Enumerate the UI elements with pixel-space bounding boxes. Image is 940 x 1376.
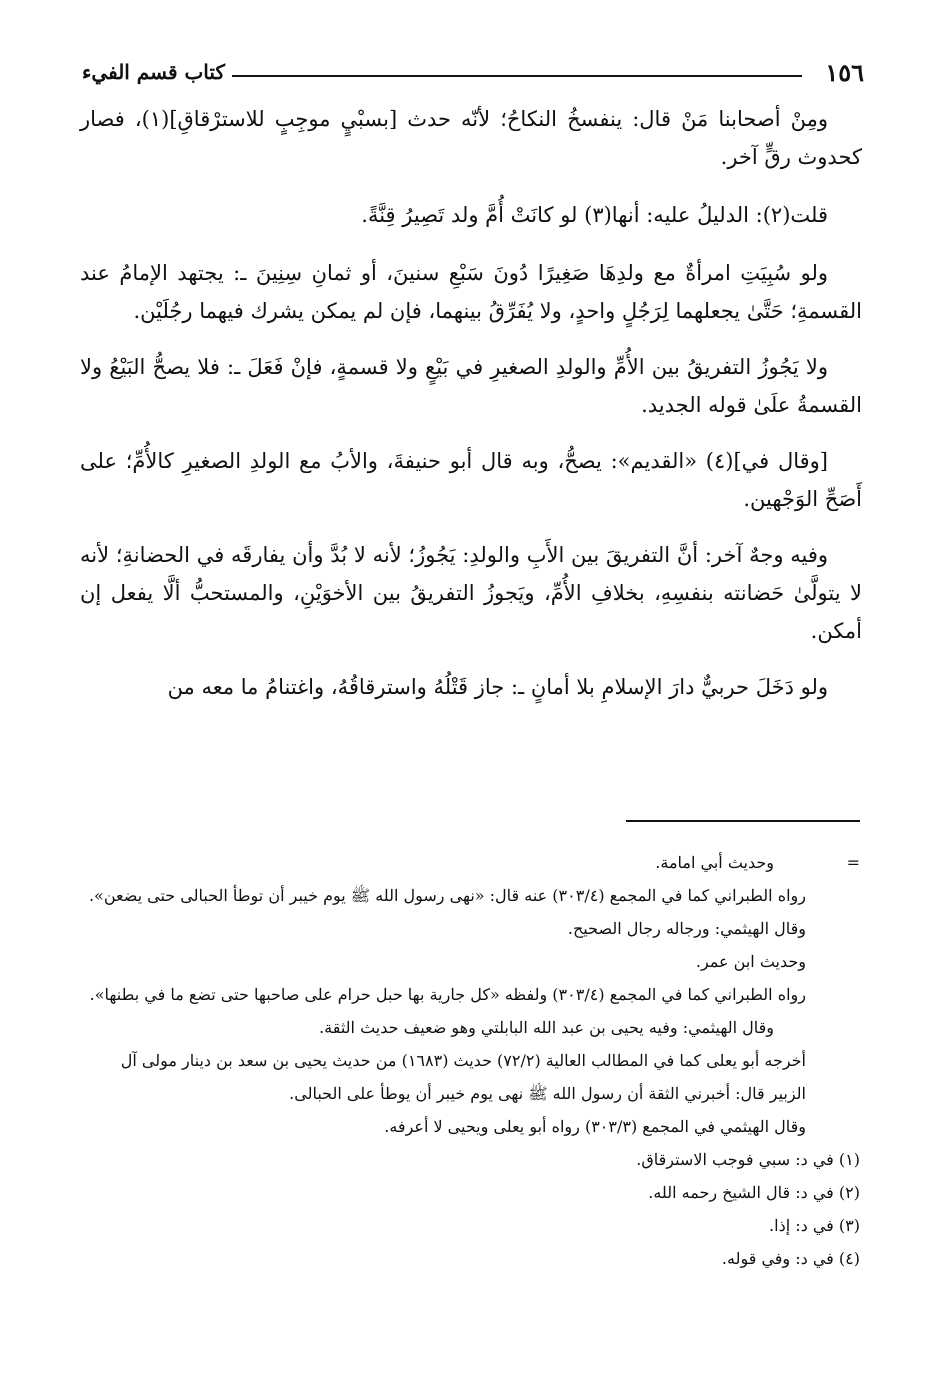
paragraph: ولا يَجُوزُ التفريقُ بين الأُمِّ والولدِ الصغيرِ في بَيْعٍ ولا قسمةٍ، فإنْ فَعَلَ ـ: فلا يصحُّ البَيْعُ ولا القسمةُ علَىٰ قوله الجديد. <box>80 355 862 417</box>
paragraph: ومِنْ أصحابنا مَنْ قال: ينفسخُ النكاحُ؛ لأنّه حدث [بسبْيٍ موجِبٍ للاسترْقاقِ](١)، فصار كحدوث رقٍّ آخر. <box>80 107 862 169</box>
footnote-separator <box>626 820 860 822</box>
paragraph: ولو دَخَلَ حربيٌّ دارَ الإسلامِ بلا أمانٍ ـ: جاز قَتْلُهُ واسترقاقُهُ، واغتنامُ ما معه من <box>167 675 828 699</box>
main-text <box>80 100 862 724</box>
footnote-line: وقال الهيثمي في المجمع (٣٠٣/٣) رواه أبو يعلى ويحيى لا أعرفه. <box>384 1117 806 1136</box>
paragraph: ولو سُبِيَتِ امرأةٌ مع ولدِهَا صَغِيرًا دُونَ سَبْعِ سنينَ، أو ثمانِ سِنِينَ ـ: يجتهد الإمامُ عند القسمةِ؛ حَتَّىٰ يجعلهما لِرَجُلٍ واحدٍ، ولا يُفَرِّقُ بينهما، فإن لم يمكن يشرك فيهما رجُلَيْن. <box>80 261 862 323</box>
footnote-line: أخرجه أبو يعلى كما في المطالب العالية (٧٢/٢) حديث (١٦٨٣) من حديث يحيى بن سعد بن دينار مولى آل الزبير قال: أخبرني الثقة أن رسول الله ﷺ نهى يوم خيبر أن يوطأ على الحبالى. <box>120 1051 806 1103</box>
footnote-line: رواه الطبراني كما في المجمع (٣٠٣/٤) ولفظه «كل جارية بها حبل حرام على صاحبها حتى تضع ما في بطنها». <box>89 985 806 1004</box>
page-number: ١٥٦ <box>825 58 864 87</box>
footnote-4: (٤) في د: وفي قوله. <box>721 1249 860 1268</box>
footnote-line: رواه الطبراني كما في المجمع (٣٠٣/٤) عنه قال: «نهى رسول الله ﷺ يوم خيبر أن توطأ الحبالى حتى يضعن». وقال الهيثمي: ورجاله رجال الصحيح. <box>88 886 806 938</box>
running-title: كتاب قسم الفيء <box>82 60 225 84</box>
continuation-mark: = <box>846 853 860 872</box>
footnote-3: (٣) في د: إذا. <box>769 1216 860 1235</box>
paragraph: [وقال في](٤) «القديم»: يصحُّ، وبه قال أبو حنيفةَ، والأبُ مع الولدِ الصغيرِ كالأُمِّ؛ على أَصَحِّ الوَجْهين. <box>80 449 862 511</box>
footnote-line: وقال الهيثمي: وفيه يحيى بن عبد الله البابلتي وهو ضعيف حديث الثقة. <box>319 1018 774 1037</box>
footnote-2: (٢) في د: قال الشيخ رحمه الله. <box>648 1183 860 1202</box>
header-rule <box>232 75 802 77</box>
footnote-1: (١) في د: سبي فوجب الاسترقاق. <box>636 1150 860 1169</box>
footnotes <box>84 846 860 1275</box>
paragraph: وفيه وجهٌ آخر: أنَّ التفريقَ بين الأَبِ والولدِ: يَجُوزُ؛ لأنه لا بُدَّ وأن يفارقَه في الحضانةِ؛ لأنه لا يتولَّىٰ حَضانته بنفسِهِ، بخلافِ الأُمِّ، ويَجوزُ التفريقُ بين الأخوَيْنِ، والمستحبُّ ألَّا يفعل إن أمكن. <box>80 543 862 643</box>
footnote-line: وحديث ابن عمر. <box>695 952 806 971</box>
page-header <box>82 58 864 92</box>
paragraph: قلت(٢): الدليلُ عليه: أنها(٣) لو كانَتْ أُمَّ ولد تَصِيرُ قِنَّةً. <box>361 203 828 227</box>
footnote-line: وحديث أبي امامة. <box>655 853 774 872</box>
